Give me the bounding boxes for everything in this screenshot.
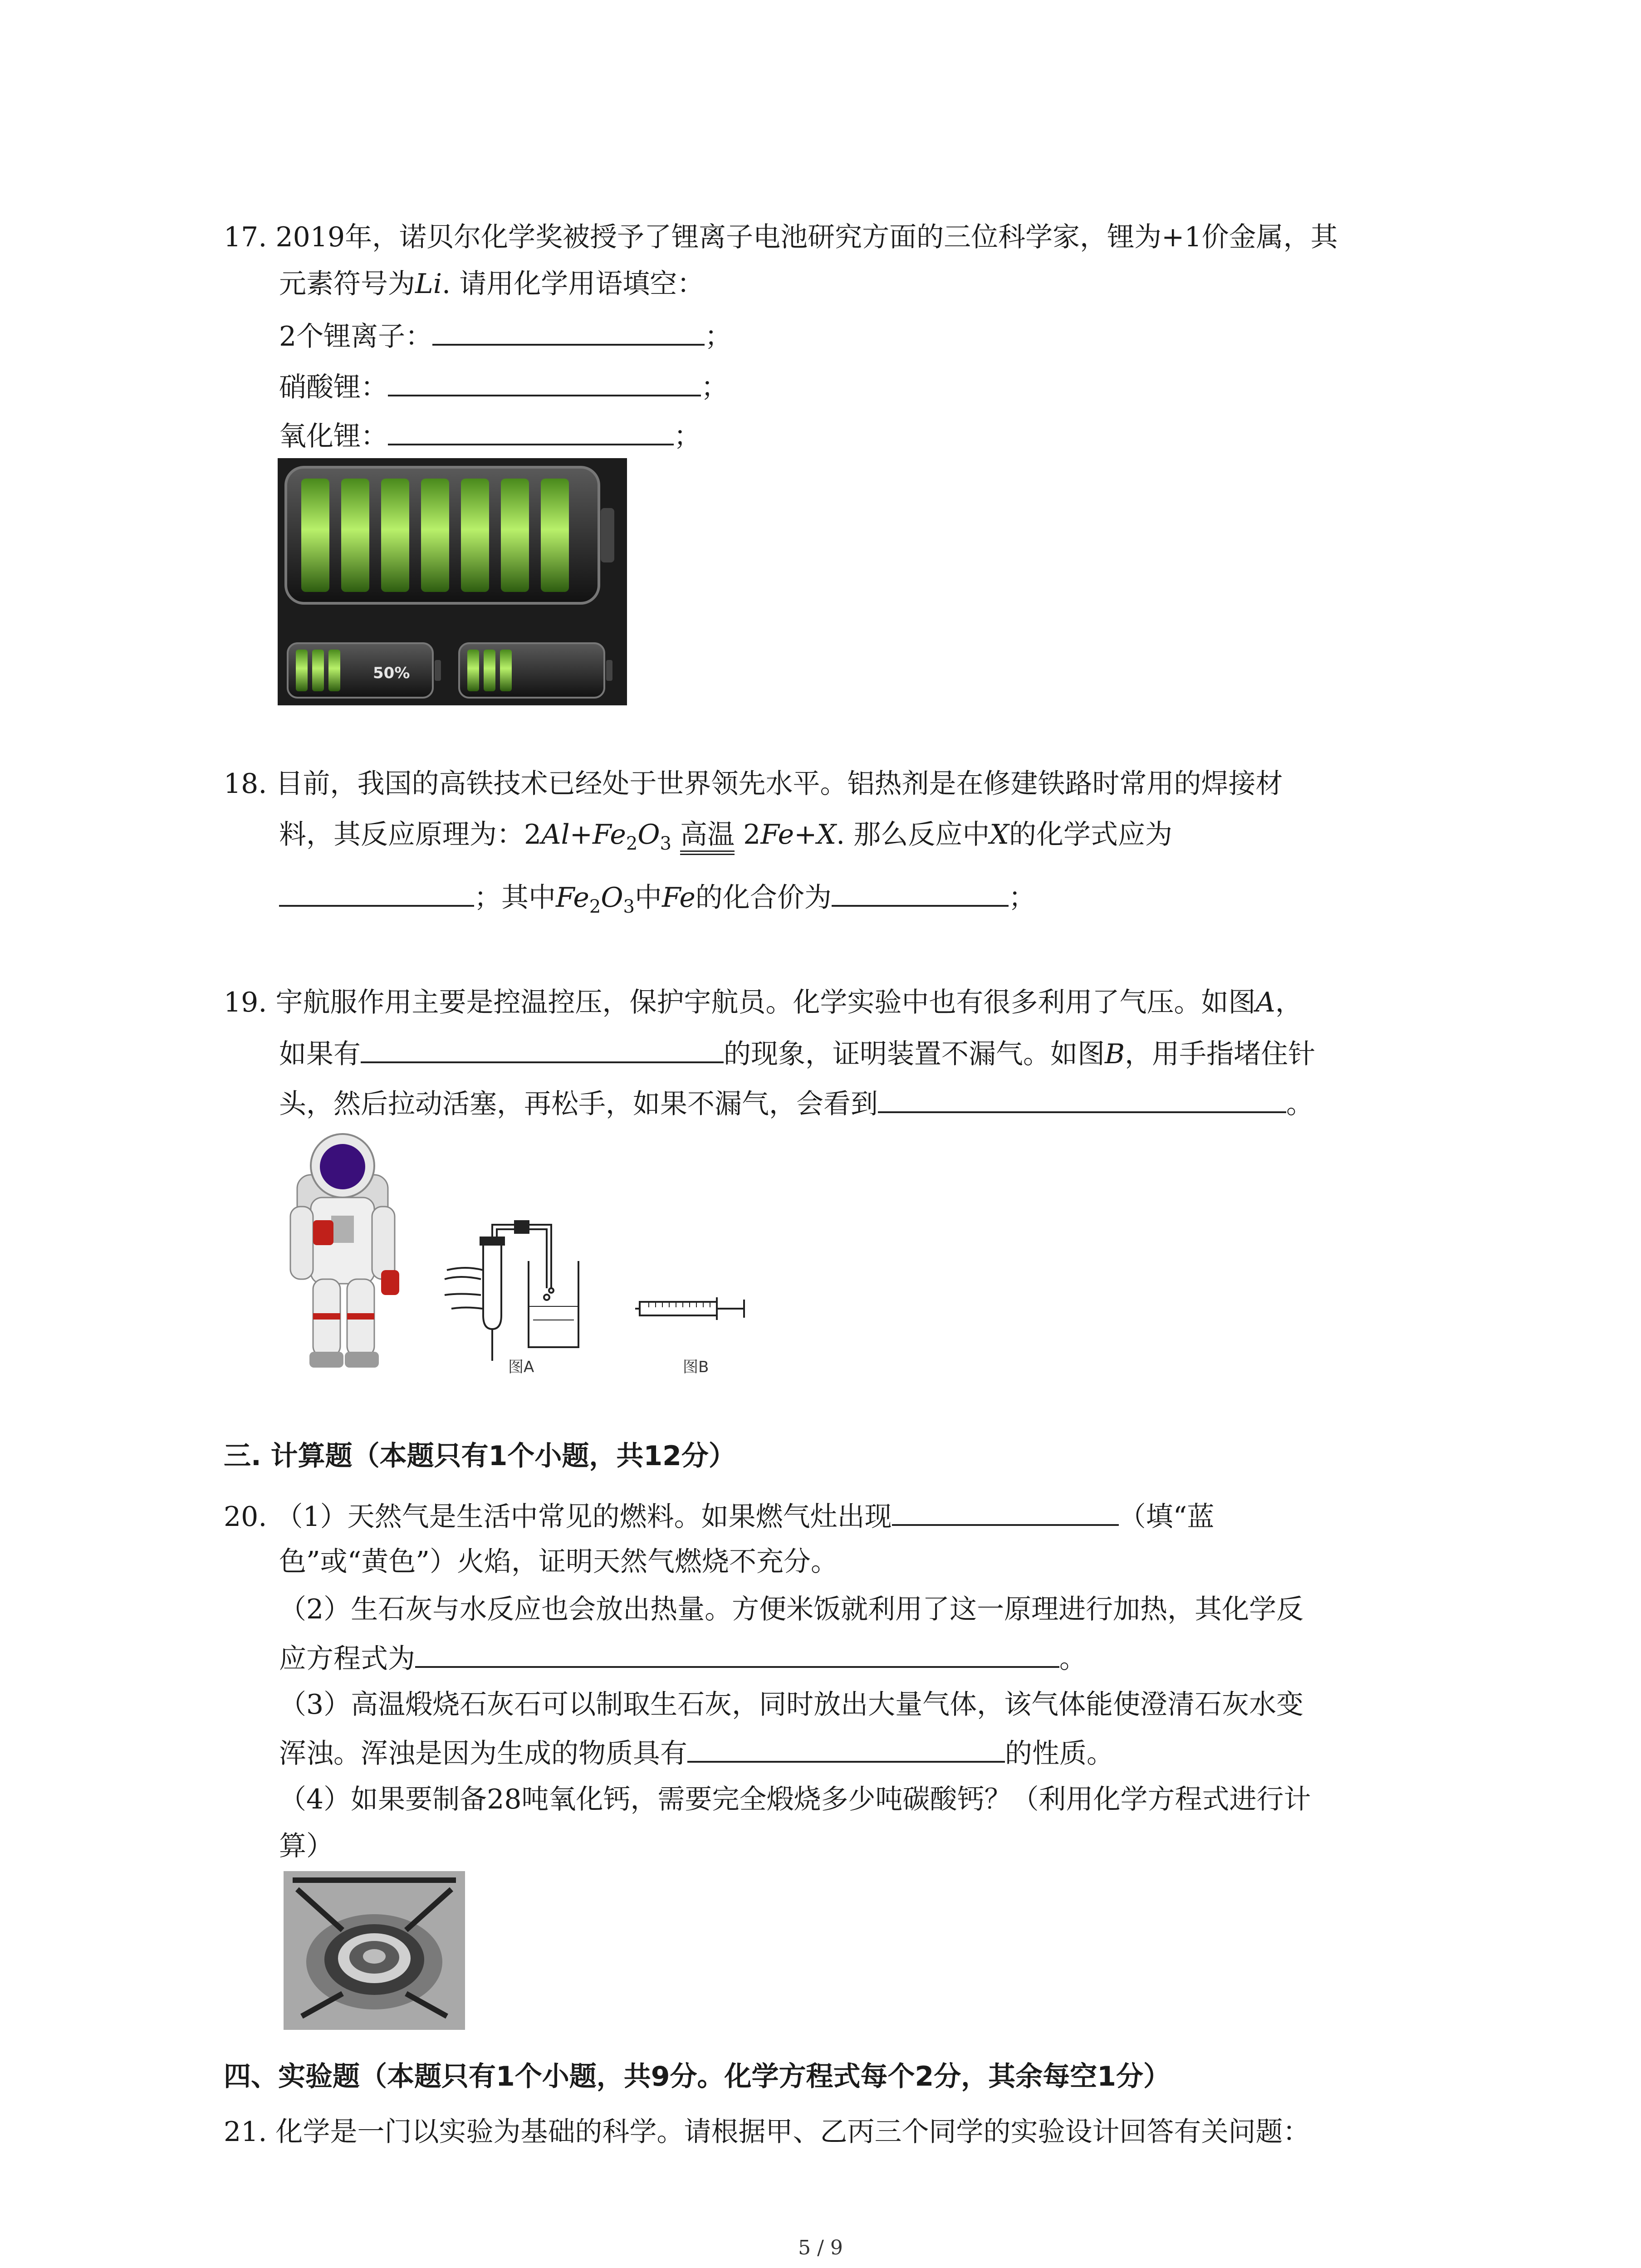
- answer-blank[interactable]: [361, 1034, 724, 1063]
- q20-line8: 算）: [279, 1830, 333, 1862]
- answer-blank[interactable]: [415, 1639, 1059, 1668]
- battery-percent-label: 50%: [373, 664, 410, 682]
- figure-b-syringe: [635, 1279, 753, 1379]
- figure-a-apparatus: [438, 1216, 628, 1379]
- q18-line1: 18. 目前，我国的高铁技术已经处于世界领先水平。铝热剂是在修建铁路时常用的焊接材: [224, 768, 1283, 800]
- q20-line5: （3）高温煅烧石灰石可以制取生石灰，同时放出大量气体，该气体能使澄清石灰水变: [279, 1689, 1304, 1721]
- q17-item-3: 氧化锂： ；: [279, 416, 701, 455]
- q20-line1: 20. （1）天然气是生活中常见的燃料。如果燃气灶出现 （填“蓝: [224, 1497, 1214, 1535]
- q20-line7: （4）如果要制备28吨氧化钙，需要完全煅烧多少吨碳酸钙？（利用化学方程式进行计: [279, 1784, 1311, 1815]
- q21-line1: 21. 化学是一门以实验为基础的科学。请根据甲、乙丙三个同学的实验设计回答有关问题：: [224, 2116, 1310, 2148]
- figure-a-label: 图A: [508, 1358, 534, 1376]
- q19-line3: 头，然后拉动活塞，再松手，如果不漏气，会看到 。: [279, 1084, 1313, 1122]
- q17-line1: 17. 2019年，诺贝尔化学奖被授予了锂离子电池研究方面的三位科学家，锂为+1价金属，其: [224, 221, 1338, 253]
- q17-line2: 元素符号为Li. 请用化学用语填空：: [279, 268, 705, 300]
- battery-figure: [278, 458, 627, 705]
- answer-blank[interactable]: [388, 416, 674, 445]
- q19-line1: 19. 宇航服作用主要是控温控压，保护宇航员。化学实验中也有很多利用了气压。如图A，: [224, 987, 1303, 1018]
- answer-blank[interactable]: [878, 1084, 1286, 1113]
- q20-line2: 色”或“黄色”）火焰，证明天然气燃烧不充分。: [279, 1546, 838, 1578]
- q20-line6: 浑浊。浑浊是因为生成的物质具有 的性质。: [279, 1734, 1114, 1772]
- q17-item-2: 硝酸锂： ；: [279, 367, 728, 406]
- q18-line2: 料，其反应原理为：$2Al+Fe_2O_3$ 高温 2Fe+X. 那么反应中X的化学式应为: [279, 819, 1173, 854]
- battery-large-cells: [301, 479, 569, 592]
- answer-blank[interactable]: [892, 1497, 1119, 1526]
- section-3-heading: 三. 计算题（本题只有1个小题，共12分）: [224, 1440, 736, 1472]
- q19-line2: 如果有 的现象，证明装置不漏气。如图B，用手指堵住针: [279, 1034, 1315, 1072]
- q20-line3: （2）生石灰与水反应也会放出热量。方便米饭就利用了这一原理进行加热，其化学反: [279, 1593, 1304, 1625]
- q20-line4: 应方程式为 。: [279, 1639, 1087, 1677]
- reaction-condition: 高温: [680, 819, 735, 855]
- q18-line3: ；其中$Fe_2O_3$中Fe的化合价为 ；: [279, 878, 1036, 925]
- answer-blank[interactable]: [832, 878, 1009, 907]
- page-number: 5 / 9: [798, 2236, 843, 2259]
- helmet-visor: [320, 1144, 365, 1189]
- answer-blank[interactable]: [432, 317, 705, 346]
- answer-blank[interactable]: [687, 1734, 1005, 1763]
- astronaut-image: [281, 1129, 404, 1377]
- battery-small-half: [288, 643, 433, 698]
- answer-blank[interactable]: [388, 367, 701, 396]
- section-4-heading: 四、实验题（本题只有1个小题，共9分。化学方程式每个2分，其余每空1分）: [224, 2061, 1171, 2092]
- figure-b-label: 图B: [683, 1358, 709, 1376]
- battery-small: [459, 643, 604, 698]
- q17-item-1: 2个锂离子： ；: [279, 317, 732, 355]
- answer-blank[interactable]: [279, 878, 474, 907]
- gas-stove-image: [284, 1871, 465, 2030]
